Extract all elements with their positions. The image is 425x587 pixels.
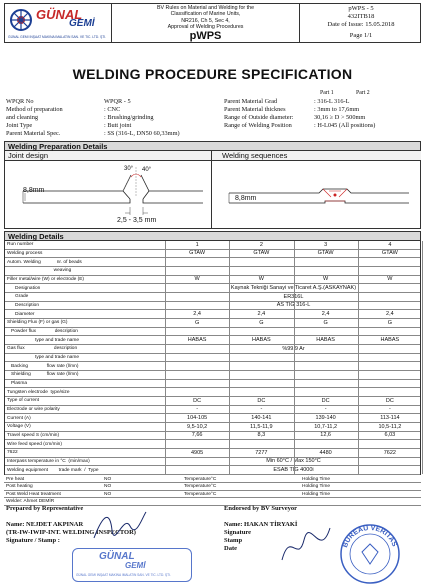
details-span-value: ER316L: [283, 293, 304, 300]
details-cell: 3: [324, 241, 328, 248]
column-divider: [358, 241, 359, 474]
details-cell: 8,3: [257, 432, 266, 439]
info-value: : SS (316-L, DN50 60,33mm): [104, 130, 180, 137]
details-cell: 7,66: [191, 432, 203, 439]
document-header: [4, 3, 421, 43]
details-row-label: Type of current: [7, 398, 39, 404]
heat-temp: Temperature°C: [184, 477, 217, 482]
details-row-label: Run number: [7, 242, 34, 248]
details-row-label: Current (A): [7, 415, 31, 421]
details-cell: 2,4: [257, 311, 266, 318]
details-row-label: Tungsten electrode type/size: [7, 389, 70, 395]
details-cell: G: [387, 319, 393, 326]
heat-row: [4, 476, 421, 483]
part2-label: Part 2: [356, 90, 370, 96]
column-divider: [229, 241, 230, 474]
info-row: [6, 106, 206, 114]
details-cell: 4480: [319, 449, 332, 456]
details-row-label: Electrode or wire polarity: [7, 406, 60, 412]
details-cell: 9,5-10,2: [187, 423, 208, 430]
details-row-label: Autom. Welding nr. of beads: [7, 259, 82, 265]
details-row-label: type and trade name: [7, 354, 79, 360]
heat-val: NO: [104, 477, 112, 482]
company-logo: [9, 7, 109, 33]
column-divider: [294, 241, 295, 474]
details-cell: 10,7-11,2: [314, 423, 338, 430]
details-span-value: %99,9 Ar: [282, 345, 305, 352]
heat-temp: Temperature°C: [184, 484, 217, 490]
joint-design-label: Joint design: [5, 151, 211, 161]
info-label: WPQR No: [6, 98, 34, 105]
logo-text: GÜNAL: [36, 7, 83, 22]
details-cell: -: [388, 406, 391, 413]
heat-hold: Holding Time: [302, 491, 330, 497]
info-value: : 316-L 316-L: [314, 98, 350, 105]
info-label: Method of preparation: [6, 106, 63, 113]
company-line: GÜNAL GEMİ İNŞAAT MAKİNA İMALATIN SAN. VE TİC. LTD. ŞTİ.: [8, 35, 107, 39]
details-cell: G: [259, 319, 264, 326]
info-label: Range of Outside diameter:: [224, 114, 294, 121]
heat-label: Post Weld Heat treatment: [6, 491, 61, 497]
heat-temp: Temperature°C: [184, 491, 217, 497]
info-row: [224, 114, 424, 122]
angle-2: 40°: [142, 167, 152, 173]
details-cell: G: [194, 319, 200, 326]
details-row-label: Filler metal/wire (W) or electrode (E): [7, 276, 85, 282]
bureau-veritas-stamp: [338, 522, 402, 586]
details-cell: HABAS: [316, 337, 335, 344]
heat-label: Pre heat: [6, 477, 25, 482]
info-value: 30,16 ≥ D > 500mm: [314, 114, 366, 121]
details-cell: 10,5-11,2: [378, 423, 402, 430]
details-cell: 104-105: [187, 415, 208, 422]
inspector-name: Name: NEJDET AKPINAR: [6, 521, 84, 528]
details-span-value: AS TIG 316-L: [276, 302, 311, 309]
ref-number: pWPS - 5: [348, 5, 374, 12]
info-right: [224, 98, 424, 130]
info-label: Parent Material thicknes: [224, 106, 286, 113]
details-cell: 140-141: [251, 415, 272, 422]
heat-label: Post heating: [6, 484, 33, 490]
details-cell: 6,03: [384, 432, 396, 439]
stamp-text: BUREAU VERITAS: [341, 524, 398, 549]
section-details: Welding Details: [4, 231, 421, 241]
details-cell: 7277: [255, 449, 268, 456]
company-stamp: [72, 548, 192, 582]
heat-val: NO: [104, 484, 112, 490]
heat-row: [4, 491, 421, 498]
info-row: [6, 122, 206, 130]
details-row-label: Welding process: [7, 250, 43, 256]
endorsed-by: Endorsed by BV Surveyor: [224, 505, 298, 512]
details-row-label: Interpass temperature in °C (min/max): [7, 458, 90, 464]
details-cell: W: [387, 276, 393, 283]
details-span-value: Min 60°C / Max 150°C: [266, 458, 321, 465]
thickness-2: 8,8mm: [235, 195, 257, 202]
info-label: Parent Material Grad: [224, 98, 278, 105]
details-row-label: Plasma: [7, 380, 27, 386]
details-row-label: Wire feed speed (cm/min): [7, 441, 62, 447]
details-cell: 11,5-11,9: [250, 423, 273, 430]
column-divider: [422, 241, 423, 474]
info-label: Range of Welding Position: [224, 122, 292, 129]
details-cell: 12,6: [320, 432, 331, 439]
details-span-value: ESAB TIG 4000i: [273, 467, 314, 474]
details-cell: GTAW: [381, 250, 398, 257]
stamp-company-line: GÜNAL GEMİ İNŞAAT MAKİNA İMALATIN SAN. VE TİC. LTD. ŞTİ.: [76, 573, 171, 577]
details-cell: 139-140: [315, 415, 336, 422]
details-cell: 2,4: [321, 311, 330, 318]
info-row: [6, 114, 206, 122]
details-row-label: weaving: [7, 268, 72, 274]
surveyor-stamp: Stamp: [224, 537, 243, 544]
details-cell: 1: [195, 241, 199, 248]
info-row: [224, 122, 424, 130]
details-cell: 2,4: [386, 311, 394, 318]
heat-label: Welder: Ahmet DEMİR: [6, 499, 55, 505]
part1-label: Part 1: [320, 90, 334, 96]
details-cell: 4905: [191, 449, 204, 456]
inspector-role: (TR-IW-IWIP-INT. WELDING INSPECTOR): [6, 529, 136, 536]
stamp-logo-sub: GEMİ: [125, 561, 146, 570]
details-cell: GTAW: [189, 250, 206, 257]
details-cell: DC: [321, 397, 330, 404]
info-value: : 3mm to 17,6mm: [314, 106, 360, 113]
details-row-label: Travel speed S (cm/min): [7, 432, 60, 438]
details-row-label: Powder flux description: [7, 328, 78, 334]
details-cell: DC: [257, 397, 266, 404]
details-row-label: Diameter: [7, 311, 35, 317]
heat-row: [4, 483, 421, 490]
details-cell: 113-114: [380, 415, 400, 422]
details-cell: 4: [388, 241, 392, 248]
details-row-label: Voltage (V): [7, 424, 31, 430]
page-number: Page 1/1: [349, 32, 373, 39]
ship-wheel-icon: [9, 8, 33, 32]
details-row-label: Backing flow rate (l/mn): [7, 363, 79, 369]
details-cell: W: [323, 276, 329, 283]
reference-block: [301, 5, 421, 40]
angle-1: 30°: [124, 166, 134, 172]
details-row-label: Description: [7, 302, 39, 308]
details-cell: -: [260, 406, 263, 413]
column-divider: [165, 241, 166, 474]
heat-val: NO: [104, 491, 112, 497]
sequences-label: Welding sequences: [212, 151, 421, 161]
details-cell: GTAW: [253, 250, 270, 257]
details-row-label: Shielding Flux (F) or gas (G): [7, 320, 68, 326]
inspector-signature: [90, 508, 150, 544]
rules-line: Approval of Welding Procedures: [167, 23, 244, 30]
details-row-label: type and trade name: [7, 337, 79, 343]
info-row: [224, 98, 424, 106]
details-cell: 2: [259, 241, 263, 248]
details-cell: HABAS: [252, 337, 271, 344]
section-prep: Welding Preparation Details: [4, 141, 421, 151]
details-row-label: Shielding flow rate (l/mn): [7, 372, 79, 378]
details-cell: DC: [193, 397, 202, 404]
info-value: : Brushing/grinding: [104, 114, 154, 121]
info-row: [6, 130, 206, 138]
details-row-label: Welding equipment trade mark / Type: [7, 467, 99, 473]
heat-table: [4, 476, 421, 506]
details-row-label: Designation: [7, 285, 41, 291]
prep-box: [4, 151, 421, 229]
page-title: WELDING PROCEDURE SPECIFICATION: [72, 66, 353, 82]
details-cell: 7622: [383, 449, 396, 456]
details-cell: HABAS: [187, 337, 207, 344]
details-cell: G: [323, 319, 328, 326]
info-row: [6, 98, 206, 106]
details-table: [4, 241, 421, 475]
info-label: Parent Material Spec.: [6, 130, 61, 137]
heat-hold: Holding Time: [302, 477, 330, 482]
ref-code: 432ITB18: [347, 13, 375, 20]
details-cell: HABAS: [380, 337, 400, 344]
surveyor-date: Date: [224, 545, 237, 552]
info-value: WPQR - 5: [104, 98, 131, 105]
details-cell: -: [196, 406, 199, 413]
surveyor-signature-mark: [276, 520, 336, 570]
details-cell: DC: [385, 397, 394, 404]
rules-line: Classification of Marine Units,: [170, 11, 241, 18]
details-cell: -: [324, 406, 327, 413]
joint-design-drawing: [13, 163, 209, 227]
details-cell: W: [258, 276, 264, 283]
details-row-label: Grade: [7, 294, 29, 300]
info-value: : Butt joint: [104, 122, 132, 129]
issue-date: Date of Issue: 15.05.2018: [327, 21, 395, 28]
details-cell: 2,4: [193, 311, 201, 318]
gap-dim: 2,5 - 3,5 mm: [117, 217, 157, 224]
details-row-label: Gas flux description: [7, 346, 78, 352]
rules-line: NR216, Ch 5, Sec 4,: [181, 17, 230, 24]
surveyor-signature: Signature: [224, 529, 251, 536]
thickness-1: 8,8mm: [23, 187, 45, 194]
signature-stamp-label: Signature / Stamp :: [6, 537, 60, 544]
rules-text: [112, 5, 299, 30]
surveyor-name: Name: HAKAN TİRYAKİ: [224, 521, 298, 528]
doc-code: pWPS: [189, 30, 222, 42]
prepared-by: Prepared by Representative: [6, 505, 84, 512]
info-left: [6, 98, 206, 138]
details-cell: GTAW: [317, 250, 334, 257]
details-span-value: Kaynak Tekniği Sanayi ve Ticaret A.Ş.(ASKAYNAK): [230, 285, 357, 292]
info-value: : H-L045 (All positions): [314, 122, 376, 129]
stamp-logo-text: GÜNAL: [99, 551, 135, 562]
info-label: Joint Type: [6, 122, 33, 129]
info-label: and cleaning: [6, 114, 38, 121]
heat-hold: Holding Time: [302, 484, 330, 490]
info-value: : CNC: [104, 106, 121, 113]
rules-line: BV Rules on Material and Welding for the: [156, 5, 255, 11]
details-cell: W: [194, 276, 200, 283]
svg-text:BUREAU VERITAS: [342, 525, 398, 549]
details-row-label: 7622: [7, 450, 18, 456]
logo-sub: GEMİ: [69, 18, 95, 29]
info-row: [224, 106, 424, 114]
